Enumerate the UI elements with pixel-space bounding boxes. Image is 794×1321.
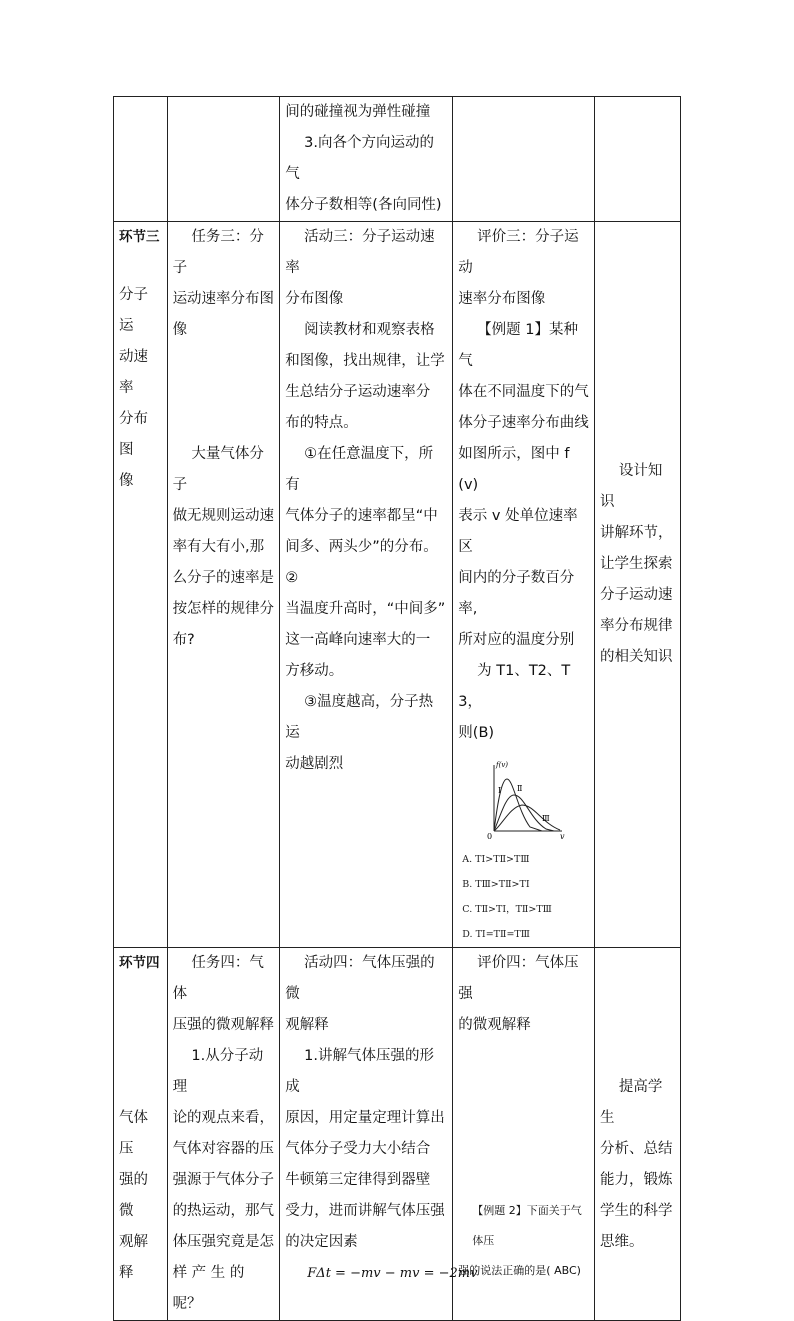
activity-line: 体分子数相等(各向同性) xyxy=(285,197,442,213)
activity-line: 活动三：分子运动速率 xyxy=(285,229,435,276)
stage-cell xyxy=(114,948,168,1321)
evaluation-line: 为 T1、T2、T3， xyxy=(458,663,571,710)
evaluation-line: 则(B) xyxy=(458,725,495,741)
y-axis-label: f(v) xyxy=(496,761,509,769)
task-line: 运动速率分布图 xyxy=(172,291,275,307)
activity-line: 动越剧烈 xyxy=(285,756,344,772)
activity-line: 的决定因素 xyxy=(285,1234,358,1250)
evaluation-cell xyxy=(453,948,595,1321)
evaluation-line: 所对应的温度分别 xyxy=(458,632,575,648)
task-line: 强源于气体分子 xyxy=(172,1172,275,1188)
intent-line: 能力，锻炼 xyxy=(600,1172,673,1188)
evaluation-line: 表示 v 处单位速率区 xyxy=(458,508,578,555)
table-row xyxy=(114,97,681,222)
evaluation-cell xyxy=(453,222,595,948)
activity-line: 原因，用定量定理计算出 xyxy=(285,1110,445,1126)
intent-line: 设计知识 xyxy=(600,463,663,510)
intent-line: 思维。 xyxy=(600,1234,644,1250)
activity-line: 这一高峰向速率大的一 xyxy=(285,632,431,648)
evaluation-cell xyxy=(453,97,595,222)
stage-title-line: 气体压 xyxy=(119,1110,148,1157)
task-cell xyxy=(167,97,280,222)
activity-line: 间多、两头少”的分布。② xyxy=(285,539,438,586)
curve-3 xyxy=(494,805,560,831)
intent-line: 分析、总结 xyxy=(600,1141,673,1157)
activity-line: 活动四：气体压强的微 xyxy=(285,955,435,1002)
curve-2-label: Ⅱ xyxy=(517,784,523,793)
table-row xyxy=(114,222,681,948)
task-line: 1.从分子动理 xyxy=(172,1048,264,1095)
activity-line: 生总结分子运动速率分 xyxy=(285,384,431,400)
activity-line: 间的碰撞视为弹性碰撞 xyxy=(285,104,431,120)
intent-line: 率分布规律 xyxy=(600,618,673,634)
lesson-plan-table xyxy=(113,96,681,1321)
x-axis-label: v xyxy=(560,832,565,841)
intent-line: 提高学生 xyxy=(600,1079,663,1126)
intent-line: 让学生探索 xyxy=(600,556,673,572)
activity-line: 方移动。 xyxy=(285,663,344,679)
task-question-line: 率有大有小,那 xyxy=(172,539,265,555)
stage-title-line: 观解释 xyxy=(119,1234,148,1281)
example-line: 强的说法正确的是( ABC) xyxy=(458,1264,581,1277)
task-line: 任务四：气体 xyxy=(172,955,264,1002)
task-line: 压强的微观解释 xyxy=(172,1017,275,1033)
task-question-line: 做无规则运动速 xyxy=(172,508,275,524)
task-line: 任务三：分子 xyxy=(172,229,264,276)
evaluation-line: 速率分布图像 xyxy=(458,291,546,307)
activity-line: 观解释 xyxy=(285,1017,329,1033)
evaluation-line: 【例题 1】某种气 xyxy=(458,322,578,369)
stage-title-line: 像 xyxy=(119,473,134,489)
task-line: 论的观点来看， xyxy=(172,1110,275,1126)
intent-line: 讲解环节， xyxy=(600,525,673,541)
evaluation-line: 评价四：气体压强 xyxy=(458,955,579,1002)
activity-line: 气体分子受力大小结合 xyxy=(285,1141,431,1157)
evaluation-line: 的微观解释 xyxy=(458,1017,531,1033)
intent-line: 的相关知识 xyxy=(600,649,673,665)
option-a: A. TⅠ>TⅡ>TⅢ xyxy=(462,854,530,865)
activity-line: 和图像，找出规律，让学 xyxy=(285,353,445,369)
activity-line: ③温度越高，分子热运 xyxy=(285,694,434,741)
evaluation-line: 体在不同温度下的气 xyxy=(458,384,589,400)
curve-3-label: Ⅲ xyxy=(542,814,550,823)
task-question-line: 么分子的速率是 xyxy=(172,570,275,586)
stage-label: 环节四 xyxy=(119,955,160,971)
task-line: 样 产 生 的 呢？ xyxy=(172,1265,245,1312)
option-d: D. TⅠ=TⅡ=TⅢ xyxy=(462,929,530,940)
stage-title-line: 分布图 xyxy=(119,411,148,458)
task-question-line: 布? xyxy=(172,632,195,648)
option-c: C. TⅡ>TⅠ，TⅡ>TⅢ xyxy=(462,904,552,915)
task-cell xyxy=(167,948,280,1321)
task-line: 气体对容器的压 xyxy=(172,1141,275,1157)
momentum-formula: FΔt = −mv − mv = −2mv xyxy=(307,1266,478,1281)
table-row xyxy=(114,948,681,1321)
activity-cell xyxy=(280,948,478,1321)
stage-cell xyxy=(114,222,168,948)
evaluation-line: 评价三：分子运动 xyxy=(458,229,579,276)
curve-2 xyxy=(494,795,554,831)
evaluation-line: 如图所示，图中 f(v) xyxy=(458,446,570,493)
option-b: B. TⅢ>TⅡ>TⅠ xyxy=(462,879,530,890)
task-line: 的热运动，那气 xyxy=(172,1203,275,1219)
activity-line: 牛顿第三定律得到器壁 xyxy=(285,1172,431,1188)
activity-line: 布的特点。 xyxy=(285,415,358,431)
activity-line: ①在任意温度下，所有 xyxy=(285,446,434,493)
activity-cell xyxy=(280,222,453,948)
stage-label: 环节三 xyxy=(119,229,160,245)
intent-line: 分子运动速 xyxy=(600,587,673,603)
task-question-line: 大量气体分子 xyxy=(172,446,264,493)
curve-1-label: Ⅰ xyxy=(498,786,502,795)
activity-cell xyxy=(280,97,453,222)
activity-line: 受力，进而讲解气体压强 xyxy=(285,1203,445,1219)
example-line: 【例题 2】下面关于气体压 xyxy=(472,1204,582,1247)
activity-line: 阅读教材和观察表格 xyxy=(304,322,435,338)
evaluation-line: 体分子速率分布曲线 xyxy=(458,415,589,431)
task-cell xyxy=(167,222,280,948)
intent-cell xyxy=(595,948,681,1321)
task-question-line: 按怎样的规律分 xyxy=(172,601,275,617)
speed-distribution-graph xyxy=(482,759,566,843)
stage-title-line: 强的微 xyxy=(119,1172,148,1219)
activity-line: 3.向各个方向运动的气 xyxy=(285,135,434,182)
stage-title-line: 分子运 xyxy=(119,287,148,334)
evaluation-line: 间内的分子数百分率, xyxy=(458,570,575,617)
task-line: 像 xyxy=(172,322,188,338)
activity-line: 分布图像 xyxy=(285,291,344,307)
intent-cell xyxy=(595,97,681,222)
stage-title-line: 动速率 xyxy=(119,349,148,396)
intent-line: 学生的科学 xyxy=(600,1203,673,1219)
origin-label: 0 xyxy=(487,832,493,841)
activity-line: 气体分子的速率都呈“中 xyxy=(285,508,438,524)
stage-cell xyxy=(114,97,168,222)
activity-line: 当温度升高时，“中间多” xyxy=(285,601,446,617)
activity-line: 1.讲解气体压强的形成 xyxy=(285,1048,434,1095)
intent-cell xyxy=(595,222,681,948)
task-line: 体压强究竟是怎 xyxy=(172,1234,275,1250)
